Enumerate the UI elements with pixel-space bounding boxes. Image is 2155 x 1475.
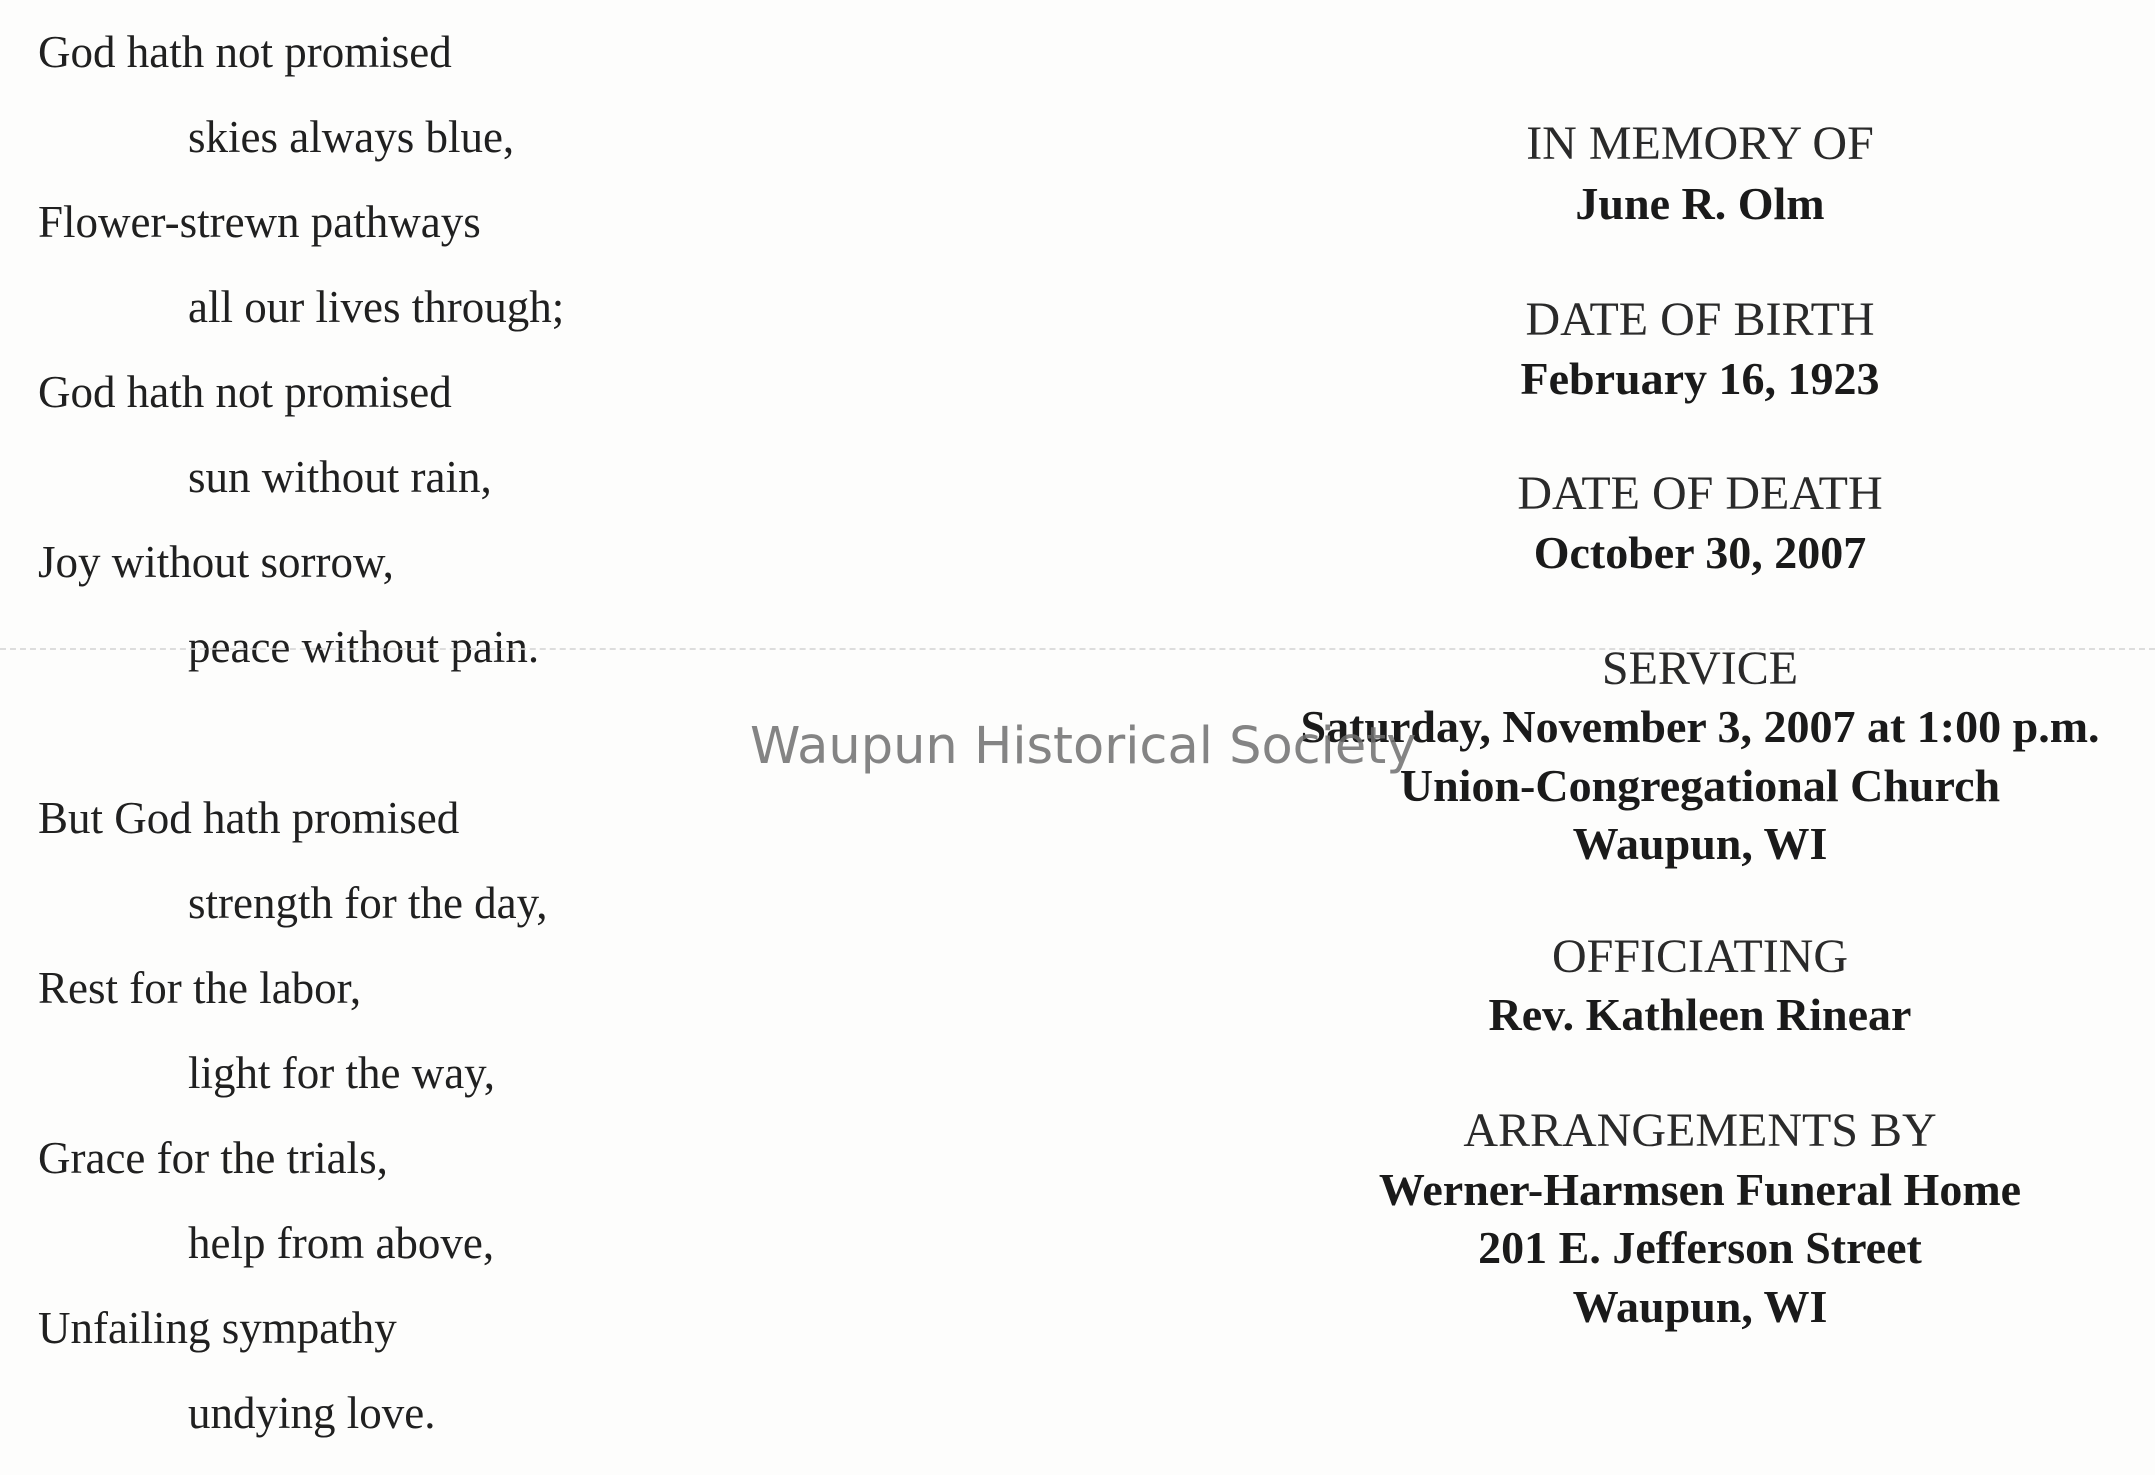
funeral-home: Werner-Harmsen Funeral Home <box>1378 1164 2022 1215</box>
funeral-address: 201 E. Jefferson Street <box>1478 1222 1922 1273</box>
birth-label: DATE OF BIRTH <box>1525 293 1875 346</box>
poem-line: light for the way, <box>188 1048 496 1098</box>
funeral-city: Waupun, WI <box>1572 1281 1828 1332</box>
death-label: DATE OF DEATH <box>1517 467 1883 520</box>
poem-line: Unfailing sympathy <box>38 1303 397 1353</box>
poem-line: Grace for the trials, <box>38 1133 388 1183</box>
poem-line: all our lives through; <box>188 282 565 332</box>
memory-label: IN MEMORY OF <box>1526 117 1874 170</box>
officiant: Rev. Kathleen Rinear <box>1488 989 1912 1040</box>
deceased-name: June R. Olm <box>1575 178 1825 229</box>
officiating-label: OFFICIATING <box>1551 930 1848 983</box>
poem-line: undying love. <box>188 1388 436 1438</box>
poem-line: skies always blue, <box>188 112 515 162</box>
poem-line: peace without pain. <box>188 622 540 672</box>
death-date: October 30, 2007 <box>1533 527 1867 578</box>
watermark: Waupun Historical Society <box>750 717 1417 776</box>
poem-line: God hath not promised <box>38 367 452 417</box>
poem-line: But God hath promised <box>38 793 460 843</box>
service-place: Union-Congregational Church <box>1399 760 2001 811</box>
poem-line: sun without rain, <box>188 452 492 502</box>
arrangements-label: ARRANGEMENTS BY <box>1463 1104 1937 1157</box>
poem-line: Flower-strewn pathways <box>38 197 481 247</box>
service-label: SERVICE <box>1601 642 1799 695</box>
service-datetime: Saturday, November 3, 2007 at 1:00 p.m. <box>1300 701 2100 752</box>
poem-line: help from above, <box>188 1218 495 1268</box>
birth-date: February 16, 1923 <box>1520 353 1880 404</box>
poem-line: strength for the day, <box>188 878 548 928</box>
poem-line: God hath not promised <box>38 27 452 77</box>
poem-line: Joy without sorrow, <box>38 537 394 587</box>
service-city: Waupun, WI <box>1572 818 1828 869</box>
poem-line: Rest for the labor, <box>38 963 362 1013</box>
